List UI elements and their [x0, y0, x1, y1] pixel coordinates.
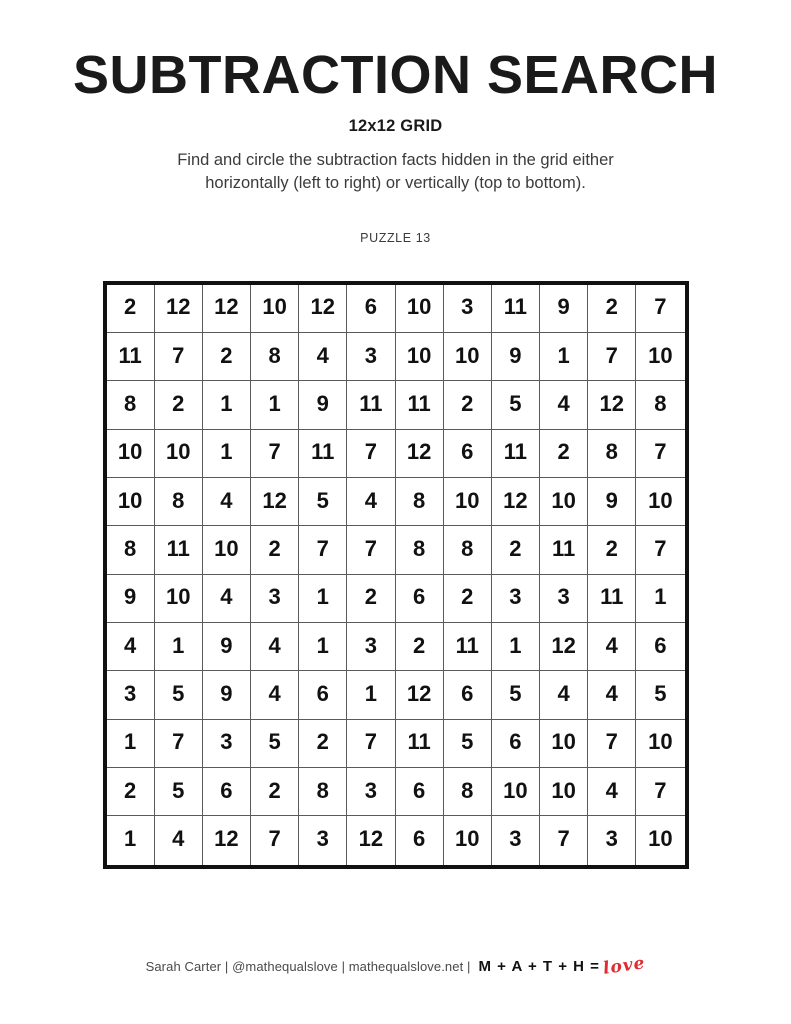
grid-cell[interactable]: 8 — [155, 478, 203, 526]
grid-cell[interactable]: 2 — [347, 575, 395, 623]
grid-cell[interactable]: 7 — [155, 333, 203, 381]
grid-cell[interactable]: 7 — [636, 526, 684, 574]
instructions-line-2: horizontally (left to right) or vertically (top to bottom). — [205, 174, 586, 193]
grid-cell[interactable]: 3 — [492, 575, 540, 623]
grid-cell[interactable]: 11 — [588, 575, 636, 623]
grid-cell[interactable]: 10 — [648, 826, 673, 852]
grid-cell[interactable]: 4 — [540, 671, 588, 719]
brand-love-script: love — [601, 953, 647, 979]
grid-cell[interactable]: 6 — [203, 768, 251, 816]
grid-cell[interactable]: 11 — [155, 526, 203, 574]
grid-cell[interactable]: 5 — [444, 720, 492, 768]
grid-cell[interactable]: 4 — [107, 623, 155, 671]
grid-cell[interactable]: 11 — [444, 623, 492, 671]
grid-cell[interactable]: 4 — [588, 768, 636, 816]
grid-cell[interactable]: 2 — [251, 768, 299, 816]
grid-cell[interactable]: 7 — [347, 526, 395, 574]
grid-cell[interactable]: 3 — [588, 816, 636, 864]
grid-cell[interactable]: 10 — [203, 526, 251, 574]
grid-cell[interactable]: 10 — [251, 285, 299, 333]
grid-cell[interactable]: 9 — [492, 333, 540, 381]
grid-cell[interactable]: 8 — [588, 430, 636, 478]
grid-cell[interactable]: 10 — [107, 430, 155, 478]
grid-cell[interactable]: 7 — [299, 526, 347, 574]
grid-cell[interactable]: 6 — [396, 816, 444, 864]
grid-cell[interactable]: 8 — [107, 381, 155, 429]
grid-cell[interactable]: 5 — [155, 671, 203, 719]
grid-cell[interactable]: 6 — [444, 671, 492, 719]
grid-cell[interactable]: 11 — [396, 720, 444, 768]
instructions-line-1: Find and circle the subtraction facts hidden in the grid either — [177, 150, 614, 169]
grid-cell[interactable]: 1 — [299, 575, 347, 623]
grid-cell[interactable]: 6 — [444, 430, 492, 478]
grid-cell[interactable]: 3 — [347, 768, 395, 816]
grid-cell[interactable]: 1 — [203, 381, 251, 429]
grid-cell[interactable]: 2 — [492, 526, 540, 574]
grid-cell[interactable]: 2 — [155, 381, 203, 429]
grid-cell[interactable]: 11 — [347, 381, 395, 429]
grid-cell[interactable]: 8 — [107, 526, 155, 574]
grid-cell[interactable]: 2 — [299, 720, 347, 768]
brand-logo — [478, 953, 647, 979]
grid-cell[interactable]: 3 — [444, 285, 492, 333]
grid-cell[interactable]: 7 — [588, 333, 636, 381]
footer — [0, 953, 791, 979]
grid-cell[interactable]: 2 — [540, 430, 588, 478]
grid-cell[interactable]: 4 — [251, 671, 299, 719]
grid-cell[interactable]: 10 — [636, 478, 684, 526]
grid-cell[interactable]: 7 — [636, 430, 684, 478]
grid-cell[interactable]: 10 — [540, 720, 588, 768]
grid-cell[interactable]: 12 — [396, 671, 444, 719]
grid-cell[interactable]: 11 — [396, 381, 444, 429]
grid-cell[interactable]: 5 — [251, 720, 299, 768]
grid-cell[interactable]: 12 — [588, 381, 636, 429]
grid-cell[interactable]: 2 — [588, 285, 636, 333]
grid-cell[interactable]: 5 — [636, 671, 684, 719]
grid-cell[interactable]: 4 — [540, 381, 588, 429]
grid-cell[interactable]: 12 — [492, 478, 540, 526]
page-title: SUBTRACTION SEARCH — [72, 45, 718, 105]
grid-cell[interactable]: 9 — [588, 478, 636, 526]
grid-cell[interactable]: 4 — [251, 623, 299, 671]
grid-cell[interactable]: 3 — [347, 623, 395, 671]
grid-cell[interactable]: 10 — [540, 478, 588, 526]
grid-cell[interactable]: 2 — [107, 285, 155, 333]
grid-size-subtitle: 12x12 GRID — [348, 116, 443, 135]
grid-cell[interactable]: 1 — [107, 720, 155, 768]
grid-cell[interactable]: 1 — [347, 671, 395, 719]
grid-cell[interactable]: 8 — [444, 526, 492, 574]
grid-cell[interactable]: 11 — [492, 430, 540, 478]
grid-cell[interactable]: 5 — [492, 381, 540, 429]
grid-cell[interactable]: 7 — [636, 285, 684, 333]
grid-cell[interactable]: 3 — [540, 575, 588, 623]
footer-credit: Sarah Carter | @mathequalslove | mathequalslove.net | — [145, 958, 471, 974]
grid-cell[interactable]: 10 — [155, 430, 203, 478]
grid-cell[interactable]: 10 — [636, 333, 684, 381]
grid-cell[interactable]: 2 — [107, 768, 155, 816]
grid-cell[interactable]: 7 — [636, 768, 684, 816]
grid-cell[interactable]: 12 — [540, 623, 588, 671]
grid-cell[interactable]: 1 — [492, 623, 540, 671]
grid-cell[interactable]: 11 — [492, 285, 540, 333]
grid-cell[interactable]: 10 — [396, 333, 444, 381]
grid-cell[interactable]: 12 — [203, 816, 251, 864]
grid-cell[interactable]: 6 — [396, 768, 444, 816]
grid-cell[interactable]: 7 — [347, 720, 395, 768]
grid-cell[interactable]: 8 — [396, 478, 444, 526]
grid-cell[interactable]: 7 — [155, 720, 203, 768]
grid-cell[interactable]: 10 — [540, 768, 588, 816]
grid-cell[interactable]: 5 — [299, 478, 347, 526]
grid-cell[interactable]: 4 — [155, 816, 203, 864]
grid-cell[interactable]: 10 — [444, 816, 492, 864]
grid-cell[interactable]: 9 — [107, 575, 155, 623]
grid-cell[interactable]: 1 — [540, 333, 588, 381]
grid-cell[interactable]: 4 — [347, 478, 395, 526]
grid-cell[interactable]: 6 — [299, 671, 347, 719]
brand-equation-text: M + A + T + H = — [478, 957, 600, 975]
grid-cell[interactable]: 3 — [299, 816, 347, 864]
grid-cell[interactable]: 8 — [251, 333, 299, 381]
grid-cell[interactable]: 5 — [155, 768, 203, 816]
grid-cell[interactable]: 4 — [203, 478, 251, 526]
grid-cell[interactable]: 4 — [203, 575, 251, 623]
grid-cell[interactable]: 7 — [251, 430, 299, 478]
grid-cell[interactable]: 2 — [588, 526, 636, 574]
grid-cell[interactable]: 6 — [492, 720, 540, 768]
grid-cell[interactable]: 2 — [444, 381, 492, 429]
grid-cell[interactable]: 12 — [299, 285, 347, 333]
grid-cell[interactable]: 7 — [347, 430, 395, 478]
grid-cell[interactable]: 1 — [251, 381, 299, 429]
grid-cell[interactable]: 11 — [540, 526, 588, 574]
grid-cell[interactable]: 3 — [347, 333, 395, 381]
grid-cell[interactable]: 3 — [107, 671, 155, 719]
grid-cell[interactable]: 1 — [107, 816, 155, 864]
grid-cell[interactable]: 11 — [107, 333, 155, 381]
grid-cell[interactable]: 2 — [251, 526, 299, 574]
grid-cell[interactable]: 8 — [444, 768, 492, 816]
grid-cell[interactable]: 10 — [155, 575, 203, 623]
grid-cell[interactable]: 10 — [492, 768, 540, 816]
grid-cell[interactable]: 2 — [203, 333, 251, 381]
puzzle-grid — [107, 285, 685, 865]
grid-cell[interactable]: 4 — [588, 623, 636, 671]
grid-cell[interactable]: 7 — [540, 816, 588, 864]
grid-cell[interactable]: 3 — [203, 720, 251, 768]
grid-cell[interactable]: 9 — [299, 381, 347, 429]
grid-cell[interactable]: 1 — [155, 623, 203, 671]
grid-cell[interactable]: 12 — [203, 285, 251, 333]
grid-cell[interactable]: 2 — [444, 575, 492, 623]
grid-cell[interactable]: 10 — [396, 285, 444, 333]
grid-cell[interactable]: 4 — [588, 671, 636, 719]
grid-cell[interactable]: 12 — [347, 816, 395, 864]
grid-cell[interactable]: 7 — [588, 720, 636, 768]
grid-cell[interactable]: 3 — [251, 575, 299, 623]
grid-cell[interactable]: 1 — [203, 430, 251, 478]
grid-cell[interactable]: 10 — [107, 478, 155, 526]
grid-cell[interactable]: 2 — [396, 623, 444, 671]
grid-cell[interactable]: 12 — [155, 285, 203, 333]
grid-cell[interactable]: 10 — [444, 478, 492, 526]
grid-cell[interactable]: 9 — [203, 671, 251, 719]
grid-cell[interactable]: 11 — [299, 430, 347, 478]
grid-cell[interactable]: 1 — [636, 575, 684, 623]
grid-cell[interactable]: 3 — [492, 816, 540, 864]
puzzle-grid-container — [103, 281, 689, 869]
grid-cell[interactable]: 12 — [251, 478, 299, 526]
grid-cell[interactable]: 1 — [299, 623, 347, 671]
puzzle-number-label: PUZZLE 13 — [360, 230, 431, 245]
grid-cell[interactable]: 5 — [492, 671, 540, 719]
grid-cell[interactable]: 9 — [540, 285, 588, 333]
grid-cell[interactable]: 10 — [444, 333, 492, 381]
grid-cell[interactable]: 4 — [299, 333, 347, 381]
grid-cell[interactable]: 6 — [396, 575, 444, 623]
grid-cell[interactable]: 8 — [299, 768, 347, 816]
grid-cell[interactable]: 7 — [251, 816, 299, 864]
grid-cell[interactable]: 6 — [347, 285, 395, 333]
instructions — [96, 149, 696, 196]
grid-cell[interactable]: 8 — [396, 526, 444, 574]
grid-cell[interactable]: 6 — [636, 623, 684, 671]
grid-cell[interactable]: 10 — [636, 720, 684, 768]
grid-cell[interactable]: 9 — [203, 623, 251, 671]
grid-cell[interactable]: 12 — [396, 430, 444, 478]
grid-cell[interactable]: 8 — [636, 381, 684, 429]
